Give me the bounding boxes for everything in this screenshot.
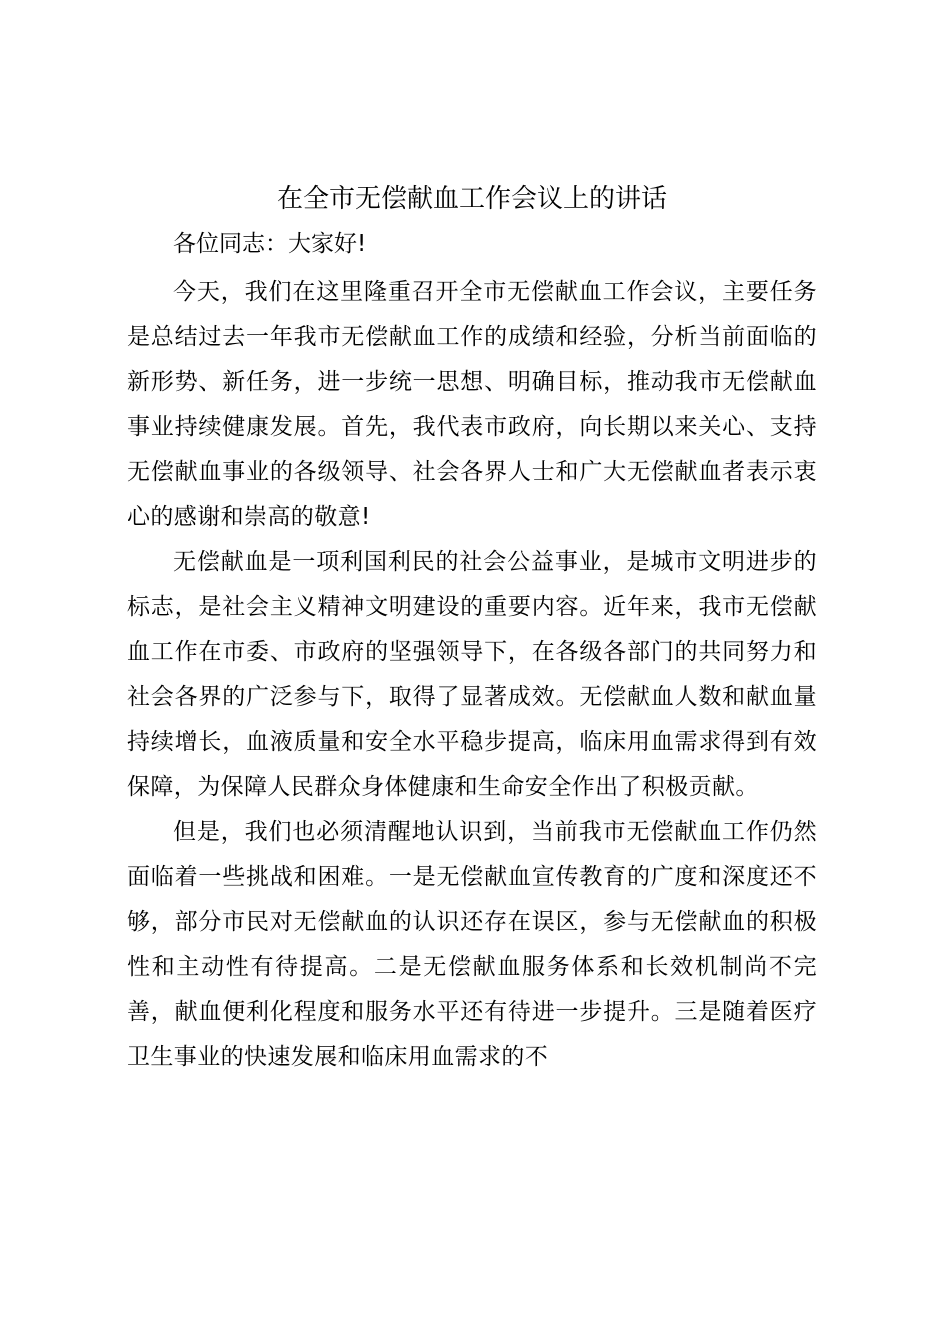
greeting-line: 各位同志：大家好!	[173, 231, 367, 257]
paragraph-2: 无偿献血是一项利国利民的社会公益事业，是城市文明进步的标志，是社会主义精神文明建设的重要内容。近年来，我市无偿献血工作在市委、市政府的坚强领导下，在各级各部门的共同努力和社会各界的广泛参与下，取得了显著成效。无偿献血人数和献血量持续增长，血液质量和安全水平稳步提高，临床用血需求得到有效保障，为保障人民群众身体健康和生命安全作出了积极贡献。	[127, 549, 817, 800]
document-body	[127, 178, 817, 1080]
paragraph-1: 今天，我们在这里隆重召开全市无偿献血工作会议，主要任务是总结过去一年我市无偿献血工作的成绩和经验，分析当前面临的新形势、新任务，进一步统一思想、明确目标，推动我市无偿献血事业持续健康发展。首先，我代表市政府，向长期以来关心、支持无偿献血事业的各级领导、社会各界人士和广大无偿献血者表示衷心的感谢和崇高的敬意!	[127, 279, 817, 530]
paragraph-3: 但是，我们也必须清醒地认识到，当前我市无偿献血工作仍然面临着一些挑战和困难。一是无偿献血宣传教育的广度和深度还不够，部分市民对无偿献血的认识还存在误区，参与无偿献血的积极性和主动性有待提高。二是无偿献血服务体系和长效机制尚不完善，献血便利化程度和服务水平还有待进一步提升。三是随着医疗卫生事业的快速发展和临床用血需求的不	[127, 819, 817, 1070]
document-title: 在全市无偿献血工作会议上的讲话	[276, 184, 667, 214]
